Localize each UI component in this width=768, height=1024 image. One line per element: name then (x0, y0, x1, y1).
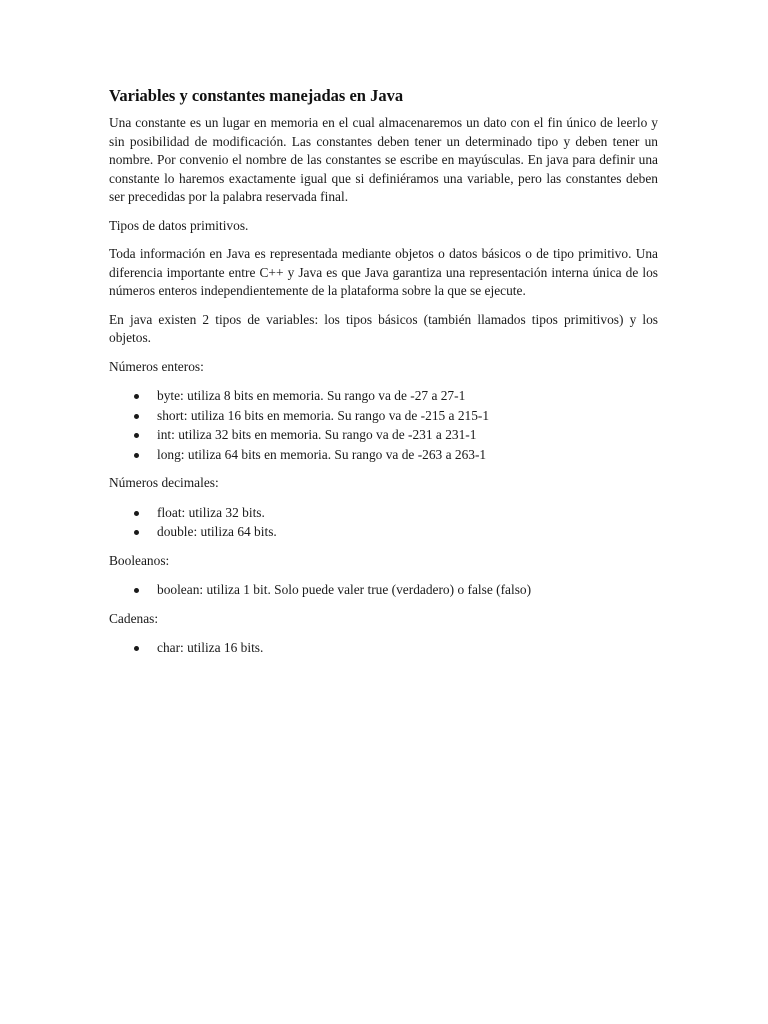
list-item-text: int: utiliza 32 bits en memoria. Su rango va de -231 a 231-1 (157, 427, 477, 442)
list-item-text: boolean: utiliza 1 bit. Solo puede valer true (verdadero) o false (falso) (157, 582, 532, 597)
bullet-icon (134, 433, 139, 438)
booleans-list (109, 580, 658, 600)
bullet-icon (134, 646, 139, 651)
bullet-icon (134, 453, 139, 458)
list-item-text: char: utiliza 16 bits. (157, 640, 264, 655)
list-item (109, 638, 658, 658)
bullet-icon (134, 588, 139, 593)
list-item (109, 580, 658, 600)
list-item (109, 445, 658, 465)
list-item-text: double: utiliza 64 bits. (157, 524, 277, 539)
document-page (109, 86, 658, 668)
decimals-list (109, 503, 658, 542)
list-item-text: short: utiliza 16 bits en memoria. Su rango va de -215 a 215-1 (157, 407, 490, 423)
integers-list (109, 386, 658, 464)
section-label-strings: Cadenas: (109, 610, 159, 626)
paragraph-primitive-heading: Tipos de datos primitivos. (109, 217, 249, 233)
list-item-text: float: utiliza 32 bits. (157, 504, 265, 520)
page-title: Variables y constantes manejadas en Java (109, 86, 404, 105)
list-item-text: byte: utiliza 8 bits en memoria. Su rango va de -27 a 27-1 (157, 388, 466, 403)
list-item (109, 522, 658, 542)
paragraph-constant: Una constante es un lugar en memoria en el cual almacenaremos un dato con el fin único de leerlo y sin posibilidad de modificación. Las constantes deben tener un determinado tipo y deben tener un nombre. Por convenio el nombre de las constantes se escribe en mayúsculas. En java para definir una constante lo haremos exactamente igual que si definiéramos una variable, pero las constantes deben ser precedidas por la palabra reservada final. (109, 115, 658, 204)
paragraph-two-types: En java existen 2 tipos de variables: los tipos básicos (también llamados tipos primitivos) y los objetos. (109, 311, 658, 345)
bullet-icon (134, 414, 139, 419)
list-item (109, 386, 658, 406)
list-item-text: long: utiliza 64 bits en memoria. Su rango va de -263 a 263-1 (157, 446, 487, 462)
list-item (109, 425, 658, 445)
bullet-icon (134, 394, 139, 399)
strings-list (109, 638, 658, 658)
list-item (109, 406, 658, 426)
paragraph-representation: Toda información en Java es representada mediante objetos o datos básicos o de tipo primitivo. Una diferencia importante entre C++ y Java es que Java garantiza una representación interna única de los números enteros independientemente de la plataforma sobre la que se ejecute. (109, 246, 658, 298)
list-item (109, 503, 658, 523)
section-label-integers: Números enteros: (109, 358, 204, 374)
section-label-decimals: Números decimales: (109, 475, 219, 490)
bullet-icon (134, 511, 139, 516)
bullet-icon (134, 530, 139, 535)
section-label-booleans: Booleanos: (109, 552, 170, 568)
